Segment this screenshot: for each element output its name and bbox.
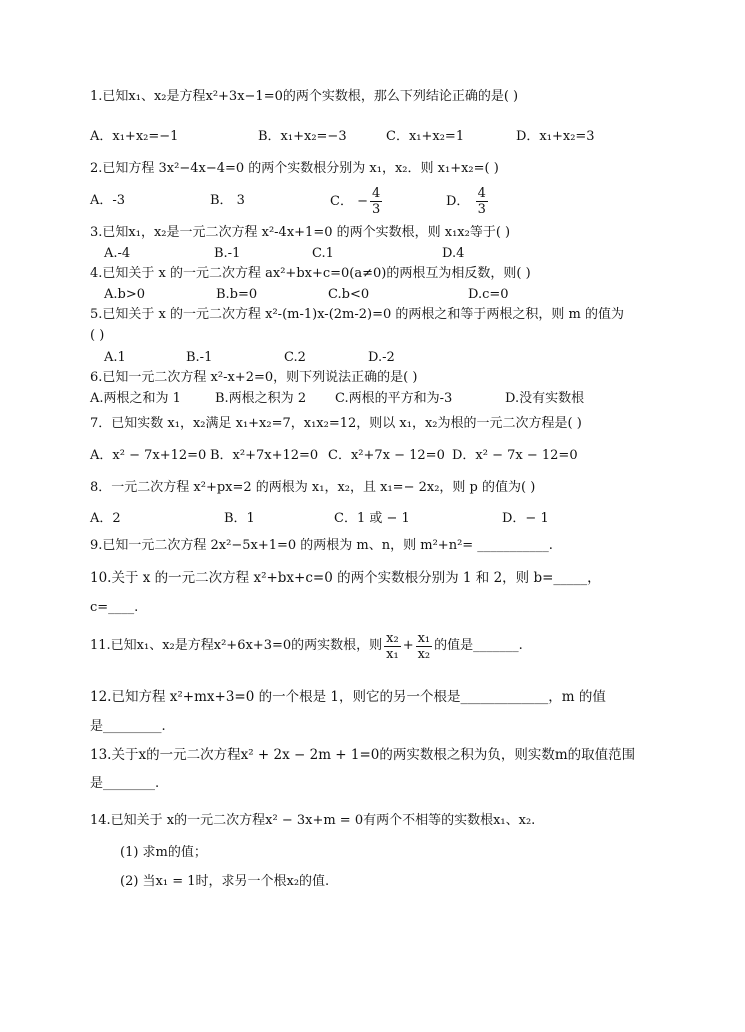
q5-option-a: A.1 <box>104 350 126 365</box>
q11-fraction-2: $\frac{\text{x₁}}{\text{x₂}}$ <box>417 630 431 662</box>
q2-fraction-d: $\frac{4}{3}$ <box>477 185 486 217</box>
q13-stem-cont: 是________. <box>90 776 160 791</box>
q5-stem-cont: ( ) <box>90 328 105 343</box>
q2-option-b: B． 3 <box>210 193 245 208</box>
q7-option-a: A．x² − 7x+12=0 <box>90 448 207 463</box>
q3-option-a: A.-4 <box>104 246 131 261</box>
q3-stem: 3.已知x₁，x₂是一元二次方程 x²-4x+1=0 的两个实数根，则 x₁x₂等于( ) <box>90 225 511 240</box>
q8-option-c: C．1 或 − 1 <box>334 511 410 526</box>
q8-options <box>90 510 549 528</box>
q14-stem: 14.已知关于 x的一元二次方程x² − 3x+m = 0有两个不相等的实数根x₁、x₂. <box>90 813 536 828</box>
q1-stem: 1.已知x₁、x₂是方程x²+3x−1=0的两个实数根，那么下列结论正确的是( ) <box>90 89 519 104</box>
q6-stem: 6.已知一元二次方程 x²-x+2=0，则下列说法正确的是( ) <box>90 370 418 385</box>
q3-options <box>104 245 464 263</box>
q1-option-a: A．x₁+x₂=−1 <box>90 129 179 144</box>
q4-option-a: A.b>0 <box>104 287 146 302</box>
q12-stem-cont: 是_________. <box>90 719 166 734</box>
q8-option-a: A．2 <box>90 511 121 526</box>
q3-option-b: B.-1 <box>214 246 241 261</box>
q8-stem: 8．一元二次方程 x²+px=2 的两根为 x₁，x₂，且 x₁=− 2x₂，则 p 的值为( ) <box>90 480 536 495</box>
q6-option-c: C.两根的平方和为-3 <box>335 391 453 406</box>
q5-stem: 5.已知关于 x 的一元二次方程 x²-(m-1)x-(2m-2)=0 的两根之和等于两根之积，则 m 的值为 <box>90 307 624 322</box>
q5-option-c: C.2 <box>284 350 306 365</box>
q5-option-d: D.-2 <box>368 350 395 365</box>
q7-option-d: D．x² − 7x − 12=0 <box>452 448 578 463</box>
q11-fraction-1: $\frac{\text{x₂}}{\text{x₁}}$ <box>386 630 399 662</box>
q6-option-a: A.两根之和为 1 <box>90 391 181 406</box>
q2-fraction-c: $\frac{4}{3}$ <box>372 185 381 217</box>
q5-options <box>104 349 395 367</box>
q4-stem: 4.已知关于 x 的一元二次方程 ax²+bx+c=0(a≠0)的两根互为相反数，则( ) <box>90 266 531 281</box>
q9-stem: 9.已知一元二次方程 2x²−5x+1=0 的两根为 m、n，则 m²+n²= ___________. <box>90 538 553 553</box>
q10-stem: 10.关于 x 的一元二次方程 x²+bx+c=0 的两个实数根分别为 1 和 2，则 b=_____， <box>90 570 601 586</box>
q2-stem: 2.已知方程 3x²−4x−4=0 的两个实数根分别为 x₁，x₂．则 x₁+x₂=( ) <box>90 161 499 176</box>
q11-stem: 11.已知x₁、x₂是方程x²+6x+3=0的两实数根，则 $\frac{\text{x₂}}{\text{x₁}}$ + $\frac{\text{x₁}}{\text{x₂}}$ 的值是_______. <box>90 630 523 662</box>
q7-option-c: C．x²+7x − 12=0 <box>328 448 445 463</box>
q2-option-a: A．-3 <box>90 193 126 208</box>
q6-option-b: B.两根之积为 2 <box>215 391 307 406</box>
q4-options <box>104 286 509 304</box>
q7-stem: 7．已知实数 x₁，x₂满足 x₁+x₂=7，x₁x₂=12，则以 x₁，x₂为根的一元二次方程是( ) <box>90 416 582 431</box>
q1-option-d: D．x₁+x₂=3 <box>516 129 595 144</box>
q14-part-2: (2) 当x₁ = 1时，求另一个根x₂的值. <box>120 874 330 889</box>
q4-option-d: D.c=0 <box>468 287 509 302</box>
q4-option-b: B.b=0 <box>216 287 258 302</box>
q10-stem-cont: c=____. <box>90 600 139 615</box>
q2-option-c: C． − $\frac{4}{3}$ <box>330 185 381 217</box>
q3-option-d: D.4 <box>442 246 465 261</box>
q14-part-1: (1) 求m的值； <box>120 845 207 860</box>
q1-options <box>90 128 595 146</box>
q12-stem: 12.已知方程 x²+mx+3=0 的一个根是 1，则它的另一个根是_____________，m 的值 <box>90 689 606 705</box>
q4-option-c: C.b<0 <box>328 287 370 302</box>
q8-option-d: D．− 1 <box>502 511 549 526</box>
q1-option-c: C．x₁+x₂=1 <box>386 129 465 144</box>
q2-options <box>90 184 490 218</box>
q3-option-c: C.1 <box>312 246 334 261</box>
q7-option-b: B．x²+7x+12=0 <box>210 448 319 463</box>
q7-options <box>90 447 578 465</box>
q13-stem: 13.关于x的一元二次方程x² + 2x − 2m + 1=0的两实数根之积为负，则实数m的取值范围 <box>90 747 636 763</box>
q6-options <box>90 390 584 408</box>
q1-option-b: B．x₁+x₂=−3 <box>258 129 347 144</box>
q8-option-b: B．1 <box>224 511 255 526</box>
q2-option-d: D． $\frac{4}{3}$ <box>446 185 486 217</box>
q6-option-d: D.没有实数根 <box>505 391 585 406</box>
q5-option-b: B.-1 <box>186 350 213 365</box>
